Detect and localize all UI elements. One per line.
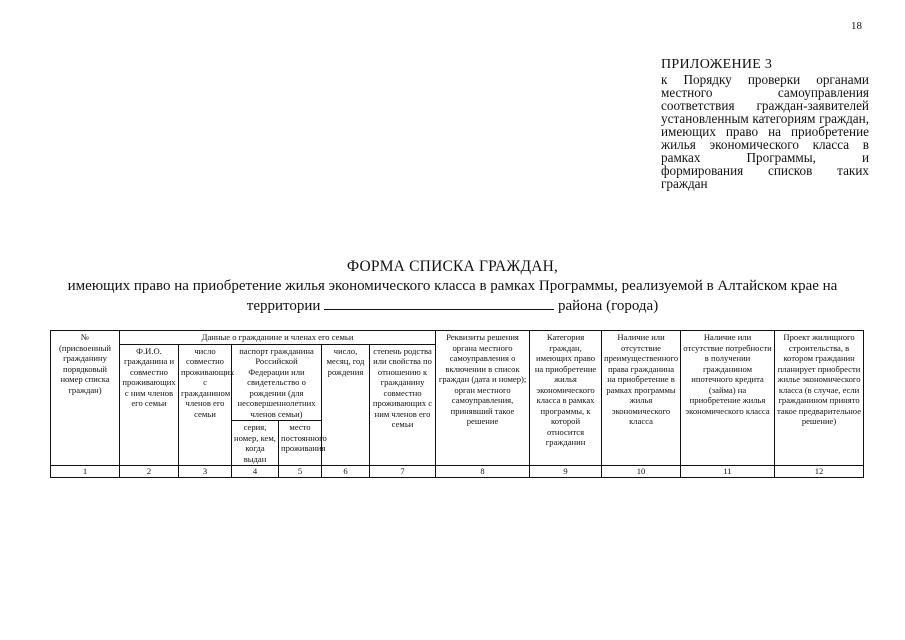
col-10-header: Наличие или отсутствие преимущественного права гражданина на приобретение в рамках программы жилья экономического класса <box>602 331 681 466</box>
column-number: 5 <box>279 466 322 478</box>
appendix-block <box>661 58 869 190</box>
col-4-header: серия, номер, кем, когда выдан <box>232 421 279 466</box>
citizens-list-table <box>50 330 864 478</box>
subtitle-prefix: территории <box>246 298 321 314</box>
column-number: 2 <box>120 466 179 478</box>
col-1-description: (присвоенный гражданину порядковый номер списка граждан) <box>59 342 111 395</box>
family-data-group-header: Данные о гражданине и членах его семьи <box>120 331 436 345</box>
form-title: ФОРМА СПИСКА ГРАЖДАН, <box>346 258 559 275</box>
passport-group-header: паспорт гражданина Российской Федерации или свидетельство о рождении (для несовершеннолетних членов семьи) <box>232 344 322 421</box>
column-number: 1 <box>51 466 120 478</box>
col-7-header: степень родства или свойства по отношению к гражданину совместно проживающих с ним членов его семьи <box>370 344 436 466</box>
col-2-header: Ф.И.О. гражданина и совместно проживающих с ним членов его семьи <box>120 344 179 466</box>
column-number: 12 <box>775 466 864 478</box>
subtitle-suffix: района (города) <box>557 298 659 314</box>
column-number: 10 <box>602 466 681 478</box>
appendix-text: к Порядку проверки органами местного самоуправления соответствия граждан-заявителей установленным категориям граждан, имеющих право на приобретение жилья экономического класса в рамках Программы, и формирования списков таких граждан <box>661 72 869 191</box>
col-8-header: Реквизиты решения органа местного самоуправления о включении в список граждан (дата и номер); орган местного самоуправления, принявший такое решение <box>436 331 530 466</box>
column-number: 3 <box>179 466 232 478</box>
col-3-header: число совместно проживающих с гражданином членов его семьи <box>179 344 232 466</box>
column-number: 4 <box>232 466 279 478</box>
column-number: 6 <box>322 466 370 478</box>
page-number: 18 <box>851 20 862 32</box>
col-1-header <box>51 331 120 466</box>
form-subtitle-line1: имеющих право на приобретение жилья экономического класса в рамках Программы, реализуемой в Алтайском крае на <box>67 278 838 294</box>
col-1-number-sign: № <box>80 332 90 342</box>
col-12-header: Проект жилищного строительства, в котором гражданин планирует приобрести жилье экономического класса (в случае, если гражданином принято такое предварительное решение) <box>775 331 864 466</box>
form-subtitle-line2 <box>0 296 905 316</box>
col-6-header: число, месяц, год рождения <box>322 344 370 466</box>
form-subtitle <box>0 277 905 316</box>
appendix-heading: ПРИЛОЖЕНИЕ 3 <box>661 57 773 72</box>
territory-blank-line <box>324 296 554 310</box>
col-5-header: место постоянного проживания <box>279 421 322 466</box>
column-number: 11 <box>681 466 775 478</box>
column-number: 8 <box>436 466 530 478</box>
column-number: 7 <box>370 466 436 478</box>
col-9-header: Категория граждан, имеющих право на приобретение жилья экономического класса в рамках программы, к которой относится гражданин <box>530 331 602 466</box>
column-number: 9 <box>530 466 602 478</box>
col-11-header: Наличие или отсутствие потребности в получении гражданином ипотечного кредита (займа) на приобретение жилья экономического класса <box>681 331 775 466</box>
